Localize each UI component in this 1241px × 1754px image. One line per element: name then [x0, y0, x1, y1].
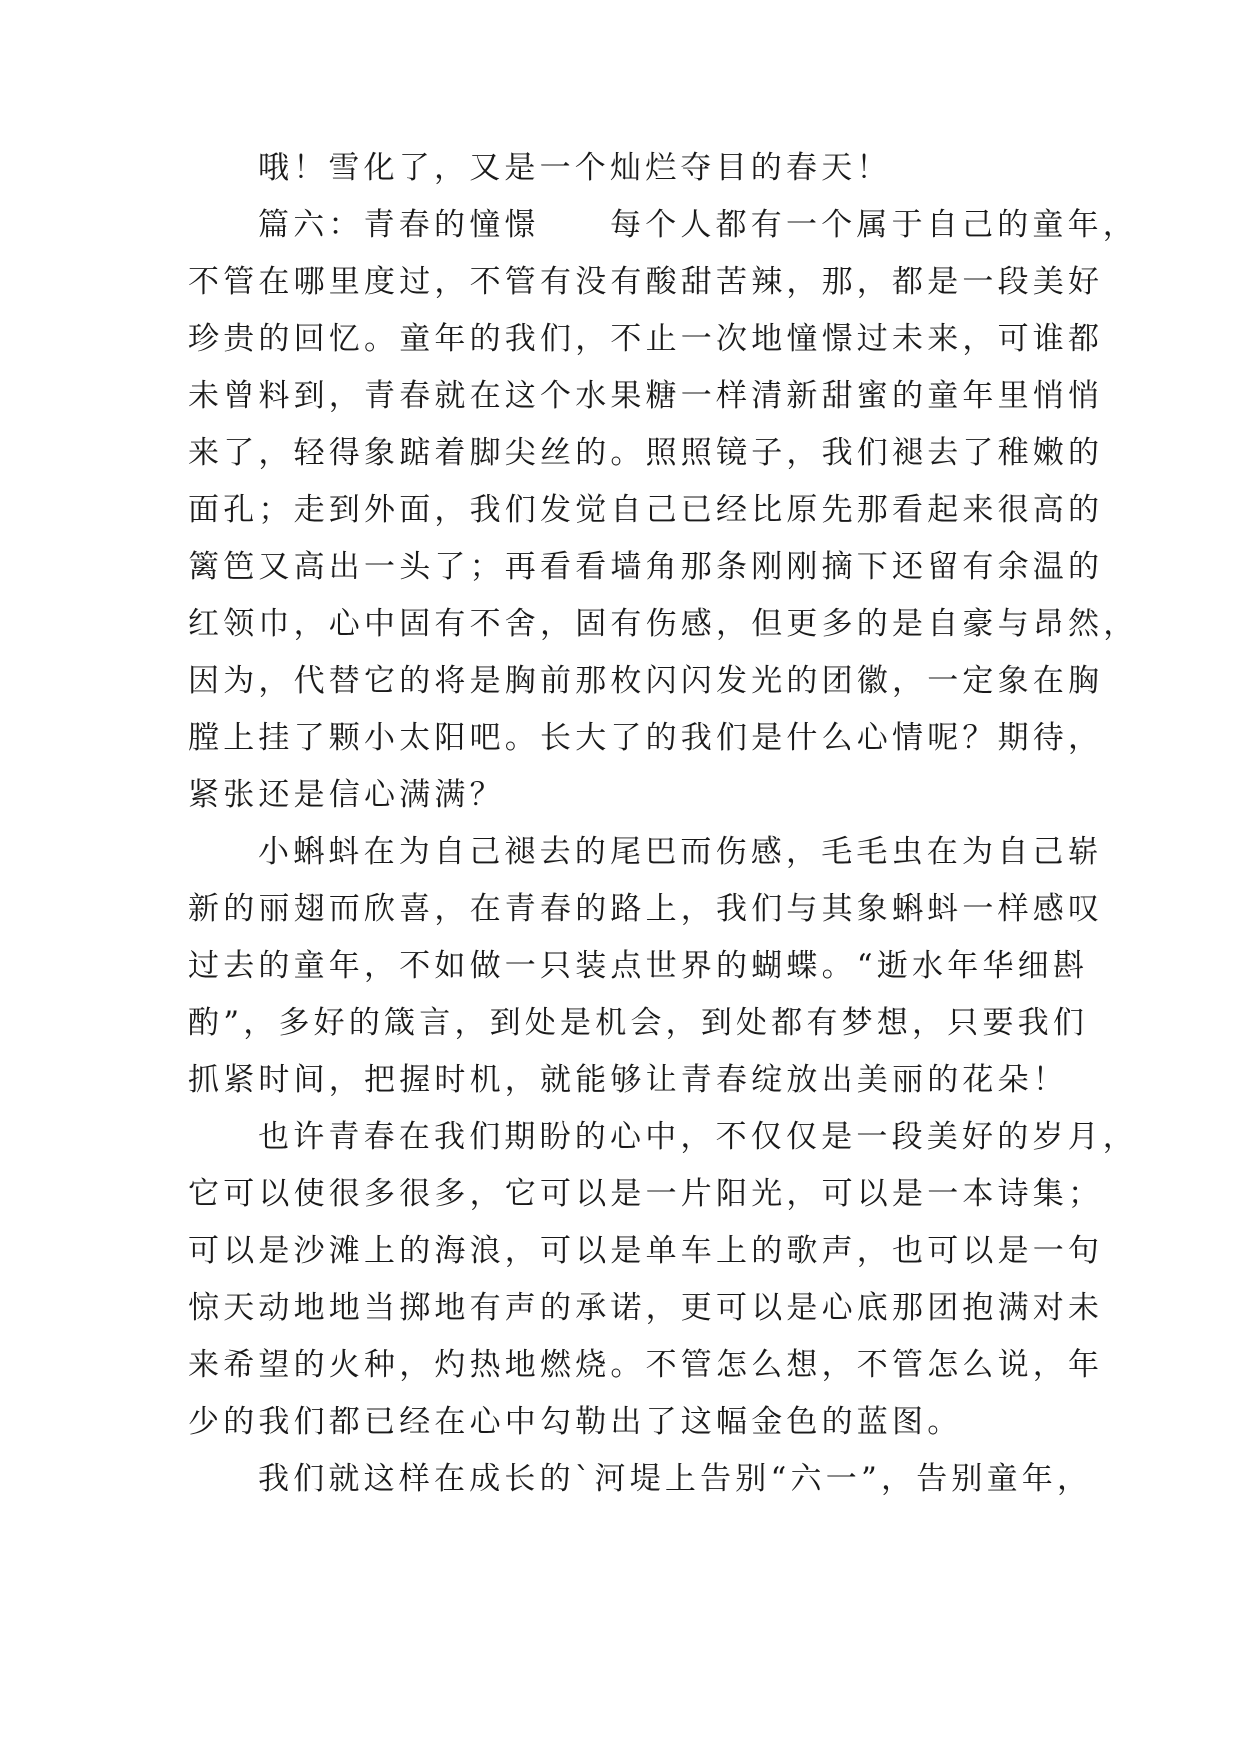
- text-line-9: 红领巾，心中固有不舍，固有伤感，但更多的是自豪与昂然，: [188, 606, 1139, 642]
- text-line-3: 不管在哪里度过，不管有没有酸甜苦辣，那，都是一段美好: [188, 264, 1104, 300]
- text-line-10: 因为，代替它的将是胸前那枚闪闪发光的团徽，一定象在胸: [188, 663, 1104, 699]
- text-line-13: 小蝌蚪在为自己褪去的尾巴而伤感，毛毛虫在为自己崭: [258, 834, 1103, 870]
- text-line-15: 过去的童年，不如做一只装点世界的蝴蝶。“逝水年华细斟: [188, 948, 1089, 984]
- text-line-8: 篱笆又高出一头了；再看看墙角那条刚刚摘下还留有余温的: [188, 549, 1104, 585]
- text-line-16: 酌”，多好的箴言，到处是机会，到处都有梦想，只要我们: [188, 1005, 1089, 1041]
- text-line-7: 面孔；走到外面，我们发觉自己已经比原先那看起来很高的: [188, 492, 1104, 528]
- text-line-20: 可以是沙滩上的海浪，可以是单车上的歌声，也可以是一句: [188, 1233, 1104, 1269]
- text-line-18: 也许青春在我们期盼的心中，不仅仅是一段美好的岁月，: [258, 1119, 1138, 1155]
- text-line-23: 少的我们都已经在心中勾勒出了这幅金色的蓝图。: [188, 1404, 963, 1440]
- text-line-6: 来了，轻得象踮着脚尖丝的。照照镜子，我们褪去了稚嫩的: [188, 435, 1104, 471]
- text-line-21: 惊天动地地当掷地有声的承诺，更可以是心底那团抱满对未: [188, 1290, 1104, 1326]
- text-line-22: 来希望的火种，灼热地燃烧。不管怎么想，不管怎么说，年: [188, 1347, 1104, 1383]
- text-line-2: 篇六：青春的憧憬 每个人都有一个属于自己的童年，: [258, 207, 1138, 243]
- text-line-12: 紧张还是信心满满？: [188, 777, 505, 813]
- text-line-1: 哦！雪化了，又是一个灿烂夺目的春天！: [258, 150, 892, 186]
- text-line-11: 膛上挂了颗小太阳吧。长大了的我们是什么心情呢？期待，: [188, 720, 1104, 756]
- text-line-24: 我们就这样在成长的`河堤上告别“六一”，告别童年，: [258, 1461, 1093, 1497]
- text-line-5: 未曾料到，青春就在这个水果糖一样清新甜蜜的童年里悄悄: [188, 378, 1104, 414]
- text-line-19: 它可以使很多很多，它可以是一片阳光，可以是一本诗集；: [188, 1176, 1104, 1212]
- text-line-4: 珍贵的回忆。童年的我们，不止一次地憧憬过未来，可谁都: [188, 321, 1104, 357]
- text-line-17: 抓紧时间，把握时机，就能够让青春绽放出美丽的花朵！: [188, 1062, 1068, 1098]
- text-line-14: 新的丽翅而欣喜，在青春的路上，我们与其象蝌蚪一样感叹: [188, 891, 1104, 927]
